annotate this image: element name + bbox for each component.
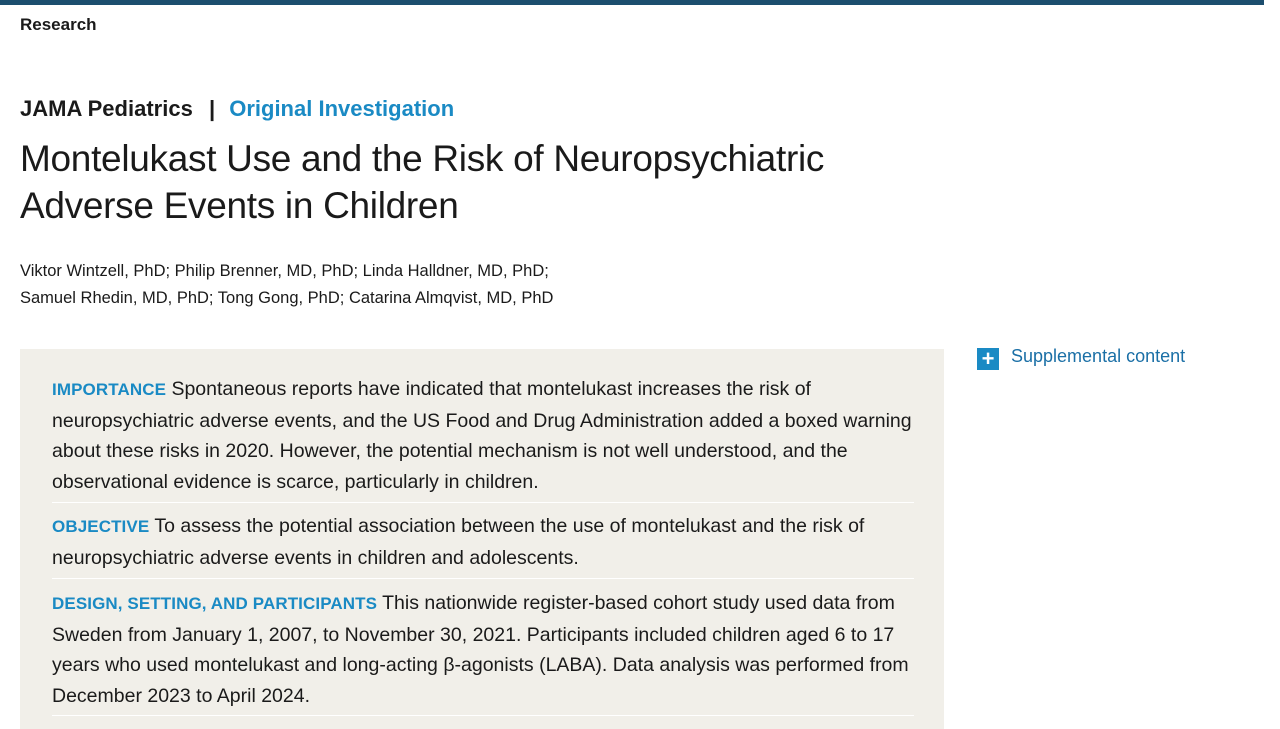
- abstract-divider: [52, 502, 914, 503]
- abstract-objective: [52, 511, 914, 573]
- abstract-design: [52, 588, 914, 711]
- top-rule: [0, 0, 1264, 5]
- abstract-text-objective: To assess the potential association between the use of montelukast and the risk of neuropsychiatric adverse events in children and adolescents.: [52, 515, 865, 569]
- journal-separator: |: [208, 96, 216, 121]
- abstract-box: [20, 349, 944, 729]
- journal-name[interactable]: JAMA Pediatrics: [20, 96, 193, 121]
- abstract-heading-design: DESIGN, SETTING, AND PARTICIPANTS: [52, 594, 378, 613]
- section-label: Research: [20, 15, 97, 34]
- abstract-importance: [52, 374, 914, 497]
- author-list: [20, 258, 660, 312]
- abstract-heading-objective: OBJECTIVE: [52, 517, 150, 536]
- journal-line: [20, 96, 454, 122]
- plus-icon[interactable]: +: [977, 348, 999, 370]
- author-line-2[interactable]: Samuel Rhedin, MD, PhD; Tong Gong, PhD; Catarina Almqvist, MD, PhD: [20, 289, 554, 307]
- abstract-text-importance: Spontaneous reports have indicated that montelukast increases the risk of neuropsychiatric adverse events, and the US Food and Drug Administration added a boxed warning about these risks in 2020. However, the potential mechanism is not well understood, and the observational evidence is scarce, particularly in children.: [52, 378, 912, 493]
- article-type[interactable]: Original Investigation: [229, 96, 455, 121]
- abstract-text-design: This nationwide register-based cohort study used data from Sweden from January 1, 2007, to November 30, 2021. Participants included children aged 6 to 17 years who used montelukast and long-acting β-agonists (LABA). Data analysis was performed from December 2023 to April 2024.: [52, 592, 909, 707]
- abstract-divider: [52, 578, 914, 579]
- supplemental-content-label[interactable]: Supplemental content: [1011, 345, 1186, 366]
- abstract-heading-importance: IMPORTANCE: [52, 380, 167, 399]
- supplemental-content-link[interactable]: [977, 342, 1185, 370]
- abstract-divider: [52, 715, 914, 716]
- article-title: Montelukast Use and the Risk of Neuropsychiatric Adverse Events in Children: [20, 138, 825, 226]
- author-line-1[interactable]: Viktor Wintzell, PhD; Philip Brenner, MD, PhD; Linda Halldner, MD, PhD;: [20, 262, 549, 280]
